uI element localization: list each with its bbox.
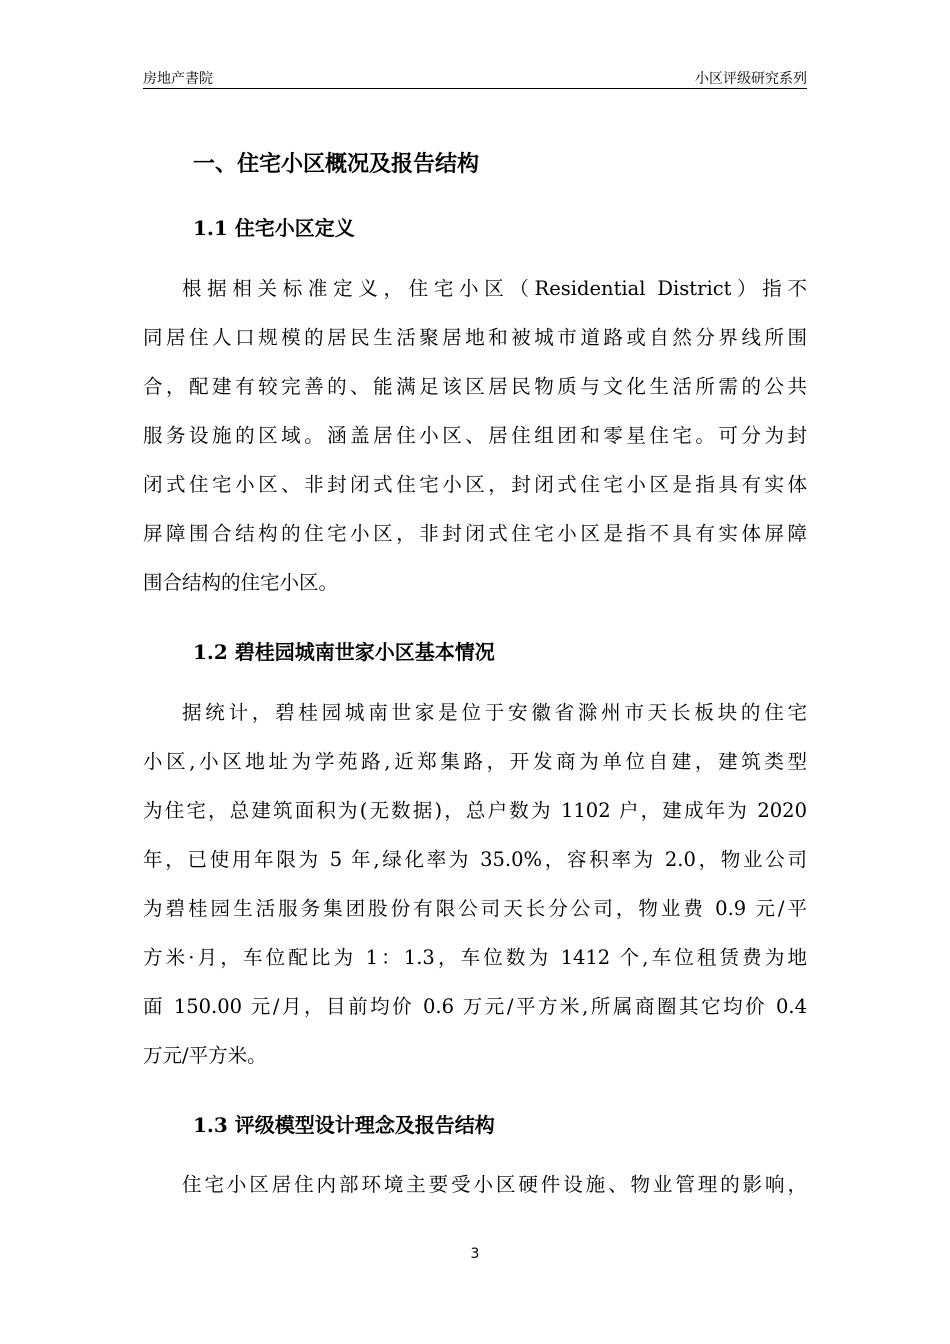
section-1-3-paragraph: [143, 1160, 807, 1209]
section-heading-1-3: 1.3 评级模型设计理念及报告结构: [193, 1113, 495, 1137]
text-line: 小区,小区地址为学苑路,近郑集路，开发商为单位自建，建筑类型: [143, 750, 807, 773]
page-header: [143, 66, 807, 89]
text-line: 住宅小区居住内部环境主要受小区硬件设施、物业管理的影响，: [182, 1173, 807, 1196]
text-line: 根据相关标准定义，住宅小区（Residential District）指不: [182, 277, 807, 300]
text-line: 万元/平方米。: [143, 1044, 267, 1067]
text-line: 为住宅，总建筑面积为(无数据)，总户数为 1102 户，建成年为 2020: [143, 799, 807, 822]
section-1-2-paragraph: [143, 688, 807, 1080]
text-line: 同居住人口规模的居民生活聚居地和被城市道路或自然分界线所围: [143, 326, 807, 349]
text-line: 面 150.00 元/月，目前均价 0.6 万元/平方米,所属商圈其它均价 0.4: [143, 995, 807, 1018]
header-series: 小区评级研究系列: [695, 71, 807, 87]
chapter-title: 一、住宅小区概况及报告结构: [193, 151, 480, 177]
text-line: 闭式住宅小区、非封闭式住宅小区，封闭式住宅小区是指具有实体: [143, 473, 807, 496]
text-line: 围合结构的住宅小区。: [143, 571, 339, 594]
page-number: 3: [470, 1246, 480, 1262]
text-line: 为碧桂园生活服务集团股份有限公司天长分公司，物业费 0.9 元/平: [143, 897, 807, 920]
text-line: 服务设施的区域。涵盖居住小区、居住组团和零星住宅。可分为封: [143, 424, 807, 447]
header-publisher: 房地产書院: [143, 71, 213, 87]
section-heading-1-1: 1.1 住宅小区定义: [193, 216, 355, 240]
section-1-1-paragraph: [143, 264, 807, 607]
text-line: 屏障围合结构的住宅小区，非封闭式住宅小区是指不具有实体屏障: [143, 522, 807, 545]
text-line: 合，配建有较完善的、能满足该区居民物质与文化生活所需的公共: [143, 375, 807, 398]
text-line: 据统计，碧桂园城南世家是位于安徽省滁州市天长板块的住宅: [182, 701, 807, 724]
section-heading-1-2: 1.2 碧桂园城南世家小区基本情况: [193, 640, 495, 664]
text-line: 方米·月，车位配比为 1：1.3，车位数为 1412 个,车位租赁费为地: [143, 946, 807, 969]
text-line: 年，已使用年限为 5 年,绿化率为 35.0%，容积率为 2.0，物业公司: [143, 848, 807, 871]
